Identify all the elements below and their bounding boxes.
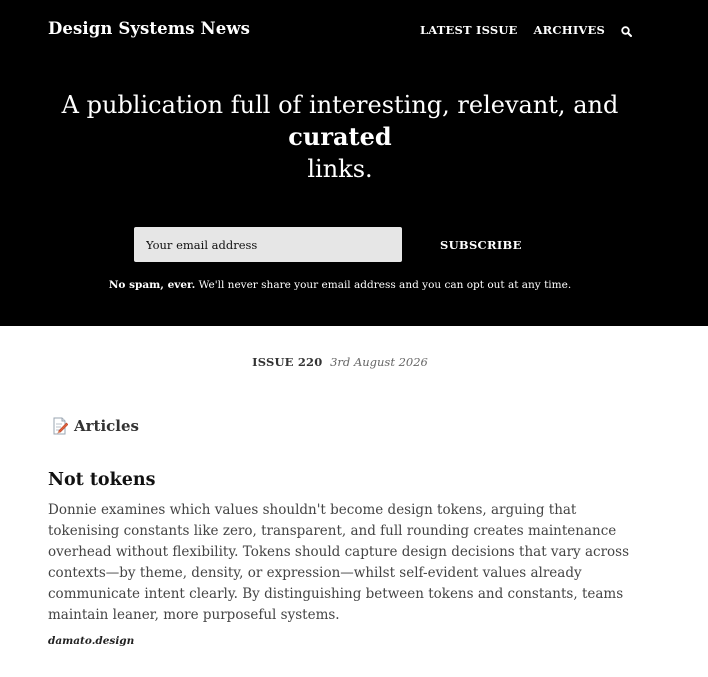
issue-info (40, 355, 640, 369)
main-nav (404, 23, 632, 37)
tagline-text: A publication full of interesting, relevant, and (61, 91, 619, 119)
section-heading (52, 417, 139, 435)
nav-latest-issue[interactable]: LATEST ISSUE (420, 23, 518, 37)
email-input[interactable] (134, 227, 402, 262)
tagline-emphasis: curated (288, 122, 392, 151)
article-source-link[interactable]: damato.design (48, 635, 135, 647)
tagline (40, 89, 640, 185)
section-title: Articles (74, 417, 139, 435)
memo-icon (52, 417, 68, 435)
tagline-end: links. (307, 155, 373, 183)
article-title[interactable]: Not tokens (48, 470, 156, 490)
privacy-note-bold: No spam, ever. (108, 279, 196, 291)
nav-archives[interactable]: ARCHIVES (533, 23, 605, 37)
article-summary: Donnie examines which values shouldn't become design tokens, arguing that tokenising constants like zero, transparent, and full rounding creates maintenance overhead without flexibility. Tokens should capture design decisions that vary across contexts—by theme, density, or expression—whilst self-evident values already communicate intent clearly. By distinguishing between tokens and constants, teams maintain leaner, more purposeful systems. (48, 502, 630, 623)
subscribe-form (134, 227, 574, 262)
privacy-note-text: We'll never share your email address and you can opt out at any time. (198, 279, 572, 291)
subscribe-button[interactable]: SUBSCRIBE (430, 227, 532, 262)
issue-number: ISSUE 220 (252, 355, 323, 369)
issue-date: 3rd August 2026 (330, 355, 428, 369)
site-logo[interactable]: Design Systems News (48, 19, 251, 38)
hero-section (0, 0, 708, 326)
search-icon[interactable] (621, 26, 632, 37)
privacy-note (40, 279, 640, 291)
